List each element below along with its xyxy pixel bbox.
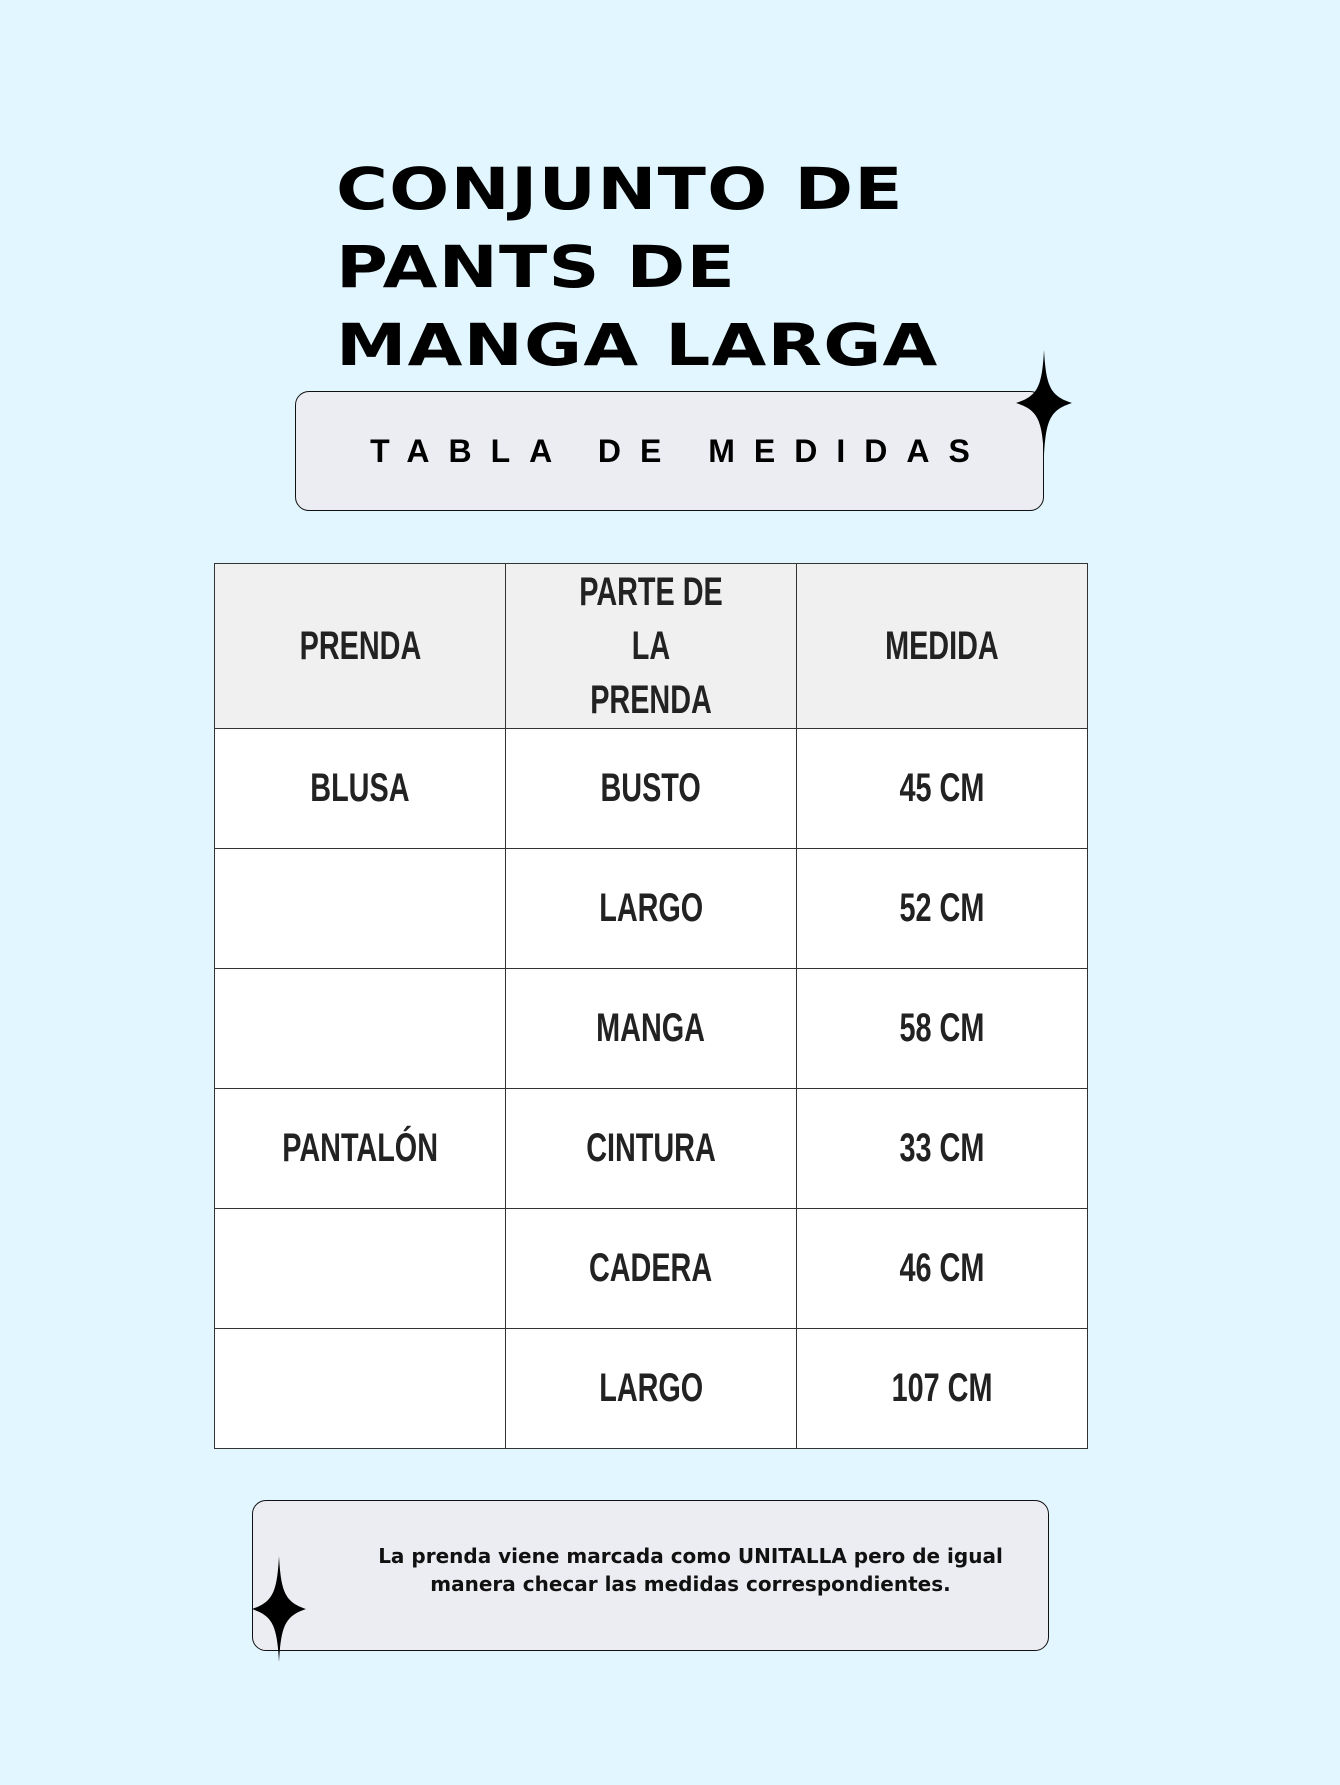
cell-medida: 45 CM xyxy=(797,729,1088,849)
header-prenda: PRENDA xyxy=(215,564,506,729)
page-title xyxy=(336,150,1214,384)
subtitle-text: TABLA DE MEDIDAS xyxy=(370,432,989,469)
sparkle-star-icon xyxy=(252,1556,306,1662)
note-box xyxy=(252,1500,1049,1651)
table-row xyxy=(215,1209,1088,1329)
table-row xyxy=(215,1329,1088,1449)
cell-prenda xyxy=(215,1329,506,1449)
cell-medida: 46 CM xyxy=(797,1209,1088,1329)
cell-parte: BUSTO xyxy=(506,729,797,849)
header-parte: PARTE DE LA PRENDA xyxy=(506,564,797,729)
cell-prenda xyxy=(215,1209,506,1329)
table-row xyxy=(215,729,1088,849)
cell-prenda: PANTALÓN xyxy=(215,1089,506,1209)
table-header-row xyxy=(215,564,1088,729)
cell-prenda xyxy=(215,969,506,1089)
table-row xyxy=(215,849,1088,969)
cell-parte: MANGA xyxy=(506,969,797,1089)
measurements-table xyxy=(214,563,1088,1449)
cell-parte: LARGO xyxy=(506,1329,797,1449)
title-line-3: MANGA LARGA xyxy=(336,311,939,379)
subtitle-box xyxy=(295,391,1044,511)
cell-prenda: BLUSA xyxy=(215,729,506,849)
cell-parte: CINTURA xyxy=(506,1089,797,1209)
title-line-1: CONJUNTO DE xyxy=(336,155,904,223)
cell-parte: LARGO xyxy=(506,849,797,969)
note-text: La prenda viene marcada como UNITALLA pero de igual manera checar las medidas correspondientes. xyxy=(378,1543,1003,1596)
table-row xyxy=(215,969,1088,1089)
table-row xyxy=(215,1089,1088,1209)
cell-medida: 58 CM xyxy=(797,969,1088,1089)
cell-medida: 33 CM xyxy=(797,1089,1088,1209)
cell-parte: CADERA xyxy=(506,1209,797,1329)
cell-medida: 52 CM xyxy=(797,849,1088,969)
cell-medida: 107 CM xyxy=(797,1329,1088,1449)
title-line-2: PANTS DE xyxy=(336,233,737,301)
sparkle-star-icon xyxy=(1016,350,1072,456)
cell-prenda xyxy=(215,849,506,969)
header-medida: MEDIDA xyxy=(797,564,1088,729)
